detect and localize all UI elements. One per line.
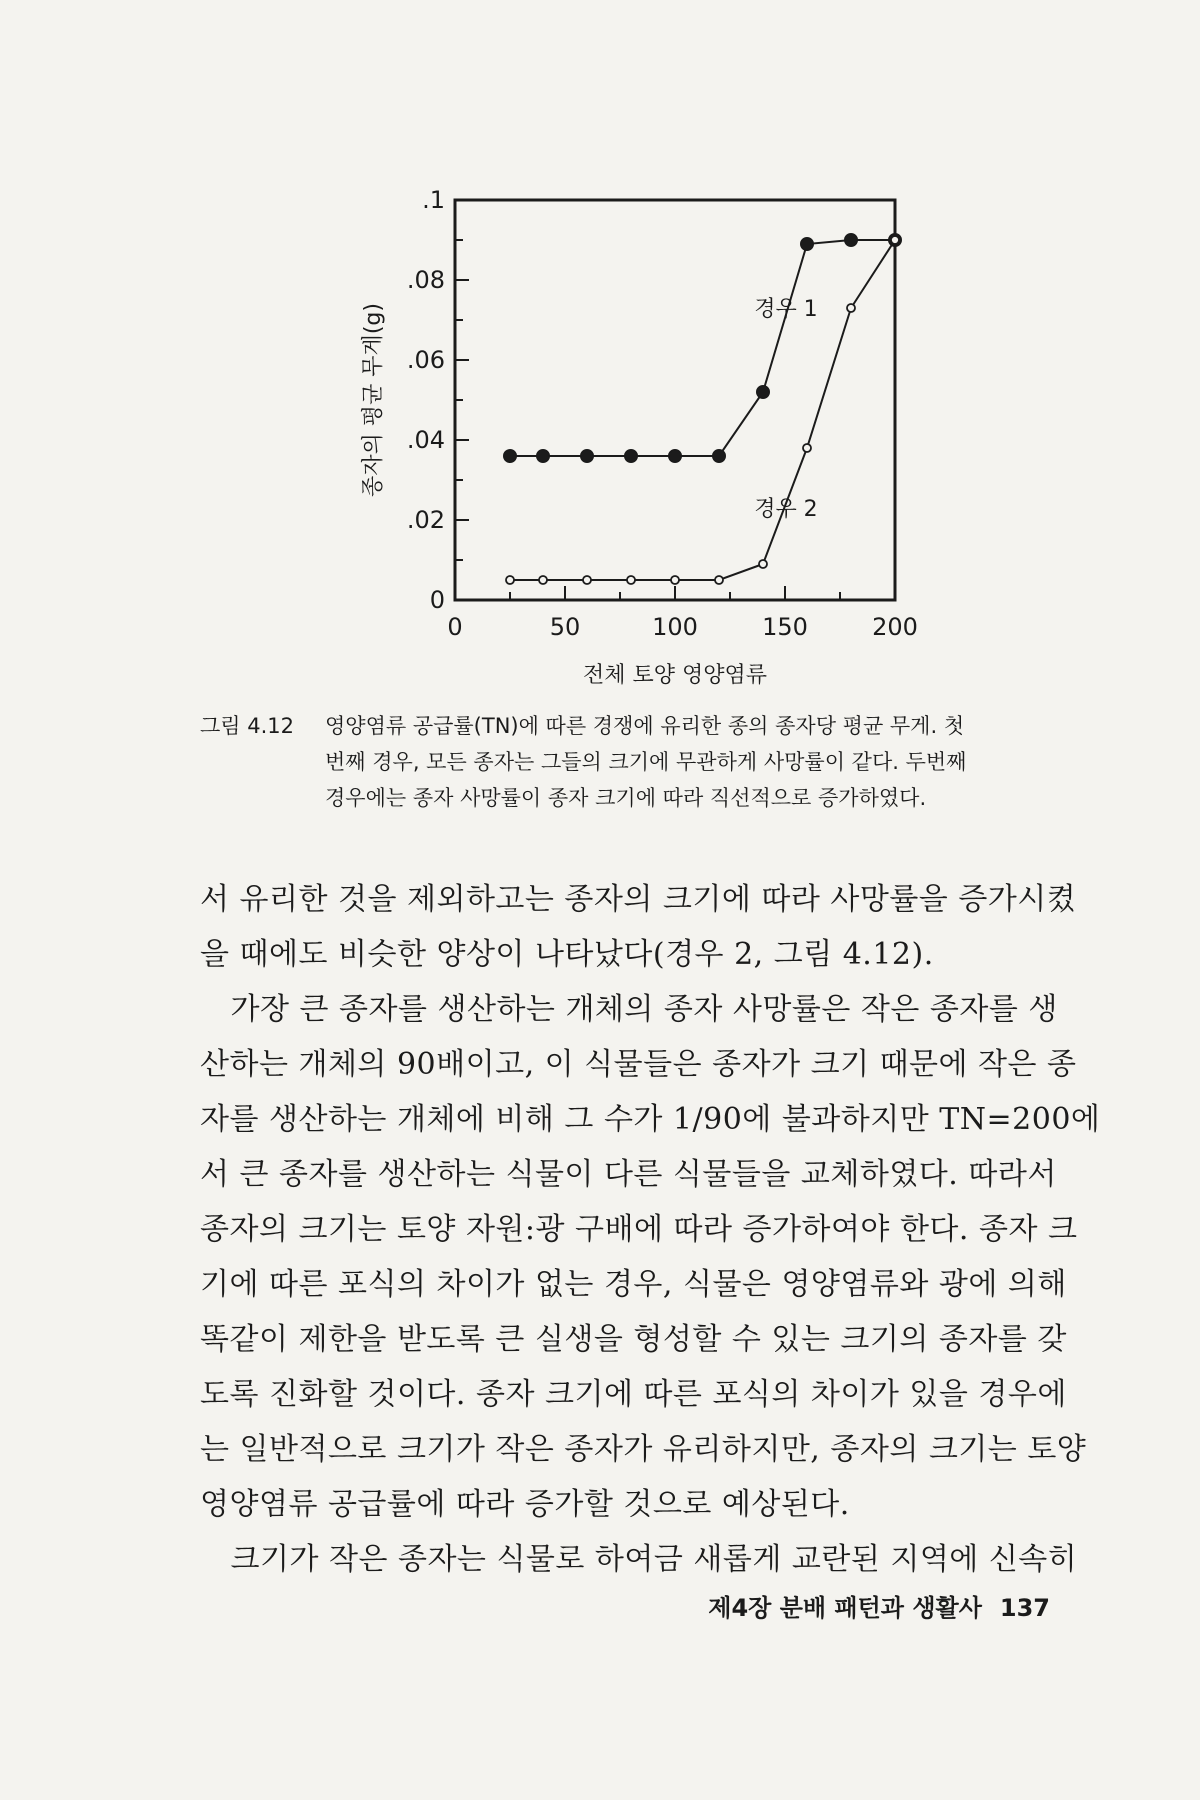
body-line: 종자의 크기는 토양 자원:광 구배에 따라 증가하여야 한다. 종자 크 xyxy=(200,1212,1078,1247)
data-point-open xyxy=(847,304,855,312)
body-line: 서 유리한 것을 제외하고는 종자의 크기에 따라 사망률을 증가시켰 xyxy=(200,882,1077,917)
body-line: 을 때에도 비슷한 양상이 나타났다(경우 2, 그림 4.12). xyxy=(200,937,934,972)
data-point-filled xyxy=(757,386,770,399)
series-line xyxy=(510,240,895,456)
body-line: 똑같이 제한을 받도록 큰 실생을 형성할 수 있는 크기의 종자를 갖 xyxy=(200,1322,1067,1357)
y-tick-label: .02 xyxy=(406,506,445,534)
body-line: 도록 진화할 것이다. 종자 크기에 따른 포식의 차이가 있을 경우에 xyxy=(200,1377,1067,1412)
page-footer xyxy=(708,1588,1050,1623)
body-line: 기에 따른 포식의 차이가 없는 경우, 식물은 영양염류와 광에 의해 xyxy=(200,1267,1067,1302)
x-tick-label: 200 xyxy=(872,613,918,641)
y-tick-label: .1 xyxy=(422,186,445,214)
x-axis-label: 전체 토양 영양염류 xyxy=(582,663,768,688)
data-point-filled xyxy=(801,238,814,251)
data-point-filled xyxy=(713,450,726,463)
data-point-open xyxy=(506,576,514,584)
x-tick-label: 100 xyxy=(652,613,698,641)
data-point-filled xyxy=(537,450,550,463)
body-line: 크기가 작은 종자는 식물로 하여금 새롭게 교란된 지역에 신속히 xyxy=(200,1542,1078,1577)
page-number: 137 xyxy=(999,1594,1050,1622)
caption-text xyxy=(325,708,1085,816)
y-tick-label: 0 xyxy=(429,586,445,614)
data-point-open xyxy=(539,576,547,584)
data-point-filled xyxy=(504,450,517,463)
figure-4-12-chart xyxy=(330,170,930,690)
data-point-open xyxy=(583,576,591,584)
data-point-filled xyxy=(669,450,682,463)
data-point-open xyxy=(627,576,635,584)
data-point-filled xyxy=(581,450,594,463)
data-point-open xyxy=(891,236,899,244)
data-point-open xyxy=(759,560,767,568)
caption-label: 그림 4.12 xyxy=(200,714,295,738)
chart-svg xyxy=(330,170,930,690)
body-line: 산하는 개체의 90배이고, 이 식물들은 종자가 크기 때문에 작은 종 xyxy=(200,1047,1077,1082)
y-tick-label: .06 xyxy=(406,346,445,374)
y-axis-label: 종자의 평균 무게(g) xyxy=(361,303,386,497)
series-line xyxy=(510,240,895,580)
caption-line: 경우에는 종자 사망률이 종자 크기에 따라 직선적으로 증가하였다. xyxy=(325,786,927,810)
x-tick-label: 0 xyxy=(447,613,463,641)
plot-frame xyxy=(455,200,895,600)
body-line: 서 큰 종자를 생산하는 식물이 다른 식물들을 교체하였다. 따라서 xyxy=(200,1157,1057,1192)
y-tick-label: .08 xyxy=(406,266,445,294)
caption-line: 영양염류 공급률(TN)에 따른 경쟁에 유리한 종의 종자당 평균 무게. 첫 xyxy=(325,714,965,738)
y-tick-label: .04 xyxy=(406,426,445,454)
chapter-title: 제4장 분배 패턴과 생활사 xyxy=(708,1594,982,1622)
data-point-open xyxy=(715,576,723,584)
caption-line: 번째 경우, 모든 종자는 그들의 크기에 무관하게 사망률이 같다. 두번째 xyxy=(325,750,967,774)
body-line: 자를 생산하는 개체에 비해 그 수가 1/90에 불과하지만 TN=200에 xyxy=(200,1102,1101,1137)
data-point-open xyxy=(671,576,679,584)
data-point-filled xyxy=(625,450,638,463)
body-line: 는 일반적으로 크기가 작은 종자가 유리하지만, 종자의 크기는 토양 xyxy=(200,1432,1087,1467)
body-paragraphs xyxy=(200,872,1101,1587)
data-point-filled xyxy=(845,234,858,247)
data-point-open xyxy=(803,444,811,452)
x-tick-label: 50 xyxy=(549,613,581,641)
series-label-case-1: 경우 1 xyxy=(754,297,818,322)
x-tick-label: 150 xyxy=(762,613,808,641)
body-line: 가장 큰 종자를 생산하는 개체의 종자 사망률은 작은 종자를 생 xyxy=(200,992,1058,1027)
body-line: 영양염류 공급률에 따라 증가할 것으로 예상된다. xyxy=(200,1487,850,1522)
series-label-case-2: 경우 2 xyxy=(754,497,818,522)
